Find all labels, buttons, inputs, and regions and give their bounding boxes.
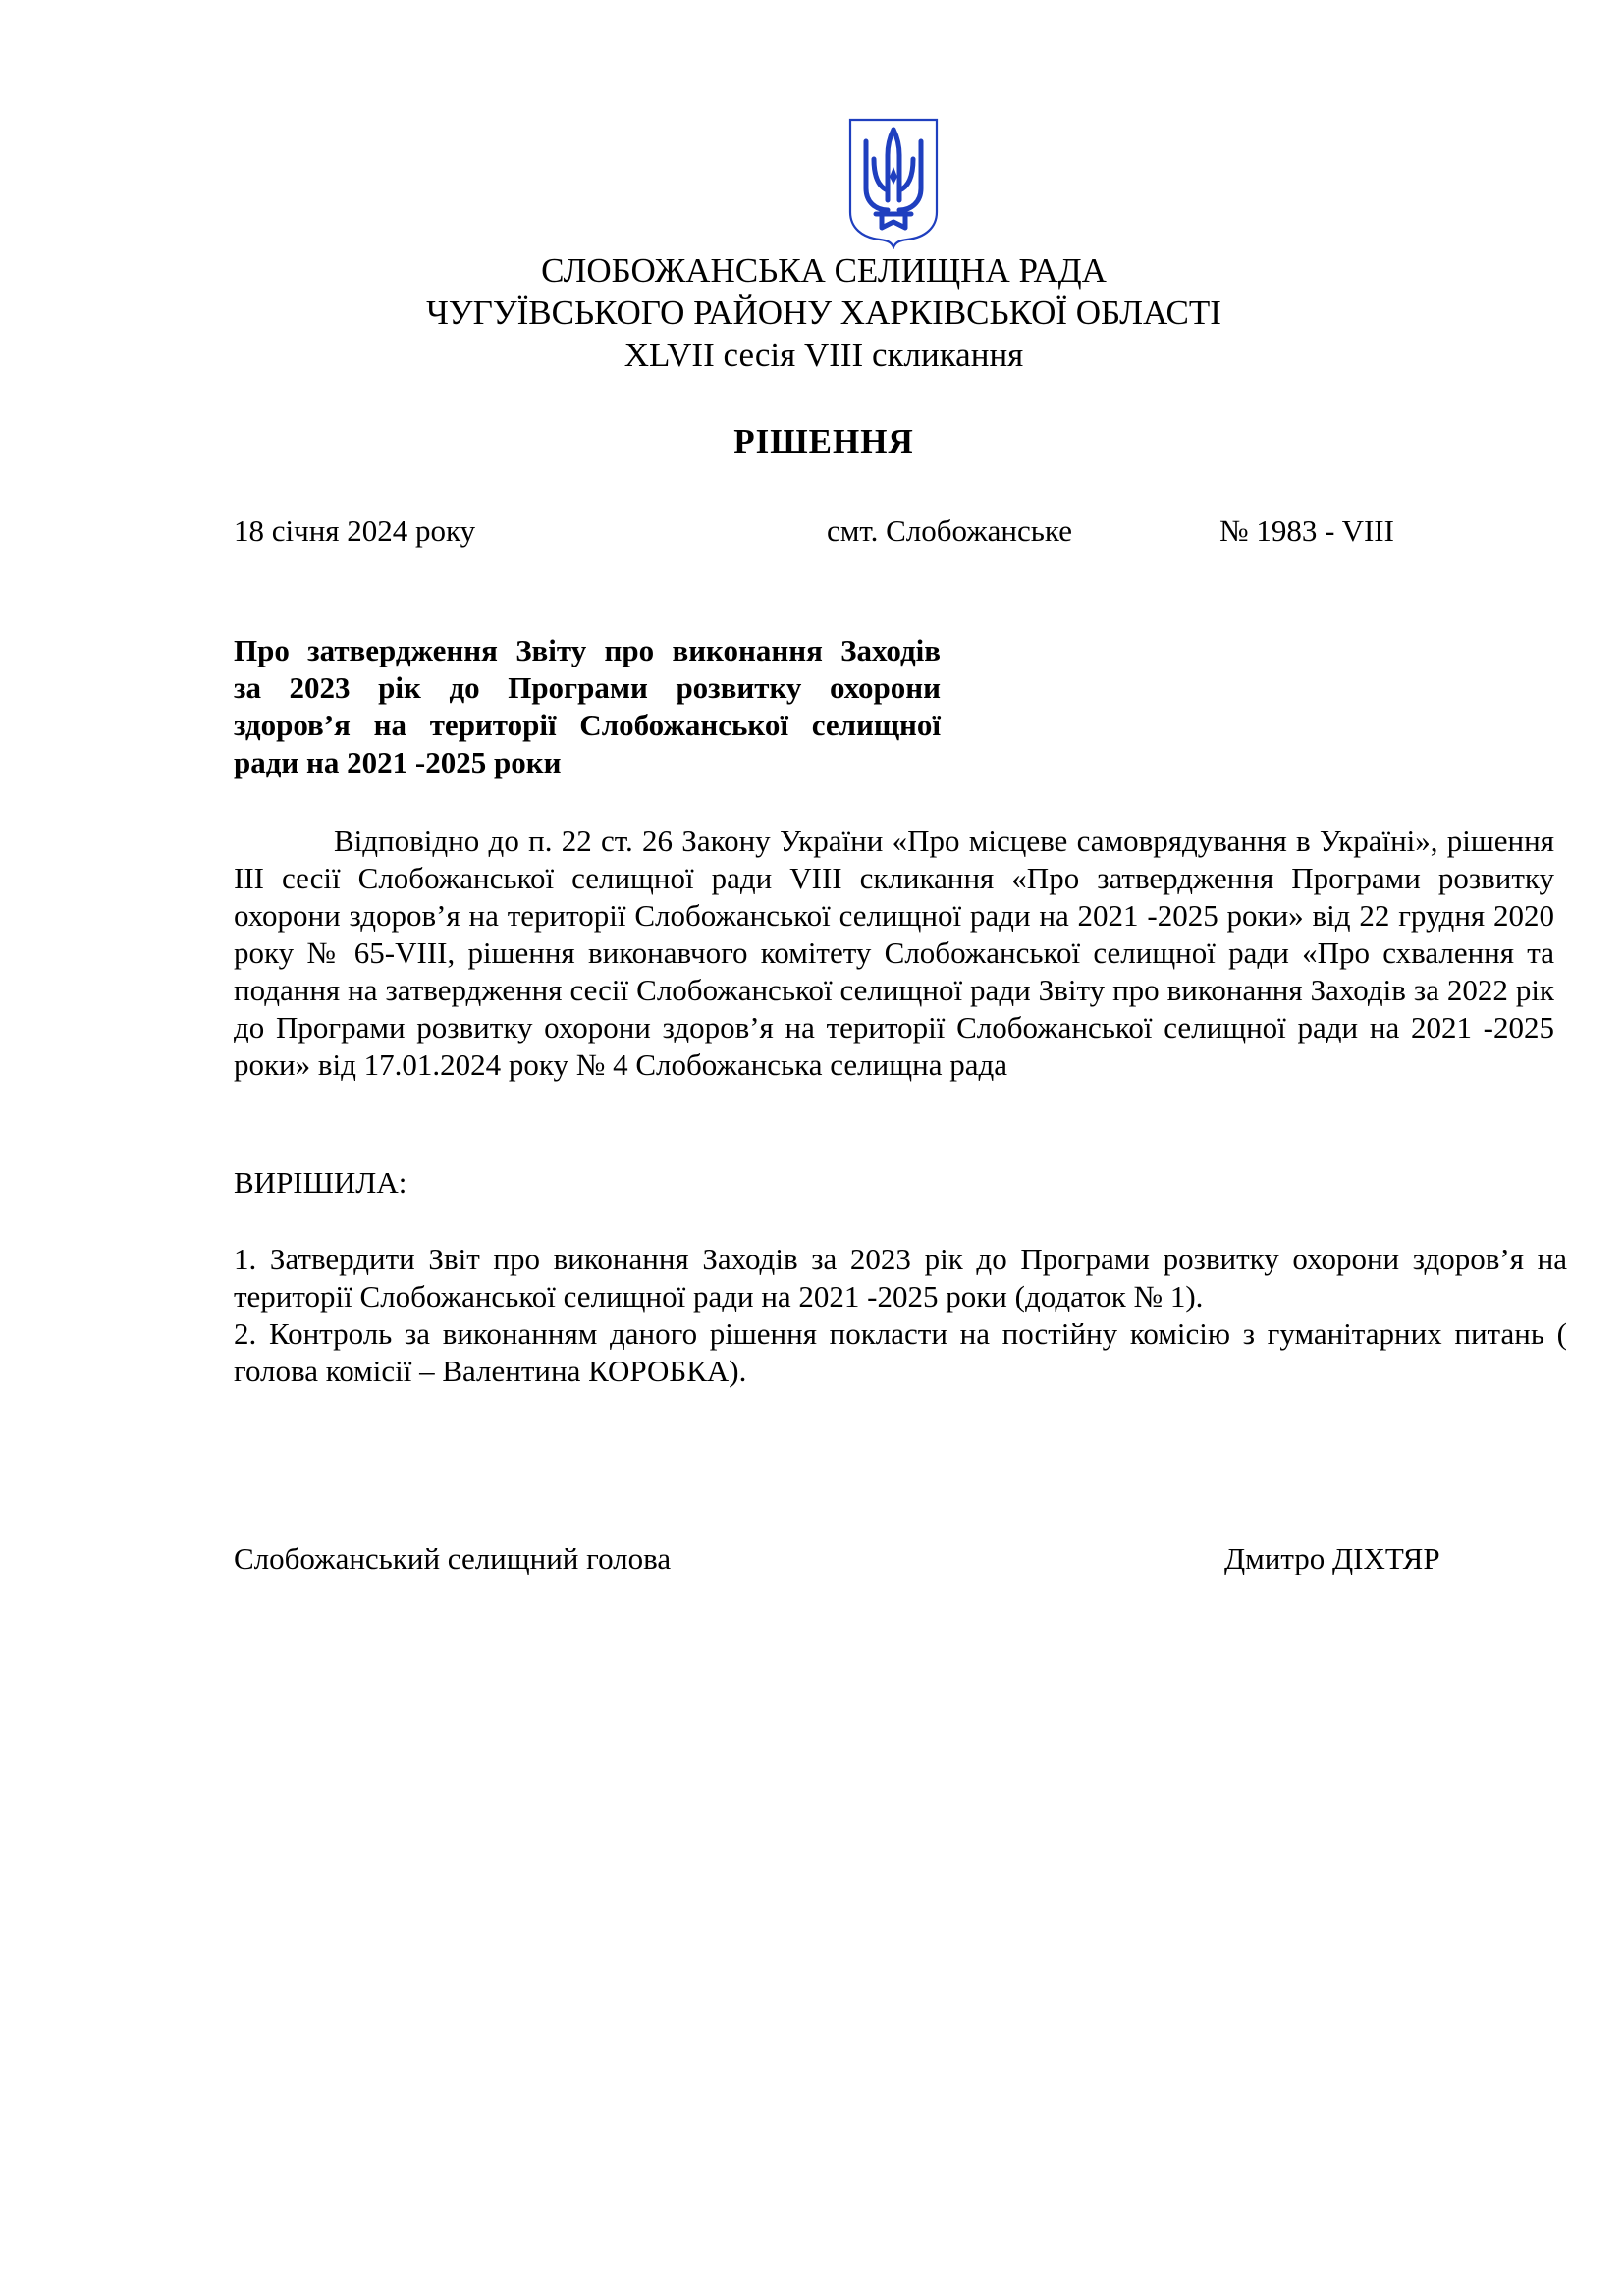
subject-line: за 2023 рік до Програми розвитку охорони — [234, 670, 941, 705]
district-region-line: ЧУГУЇВСЬКОГО РАЙОНУ ХАРКІВСЬКОЇ ОБЛАСТІ — [426, 294, 1221, 332]
decision-number: № 1983 - VIII — [1219, 513, 1394, 548]
signatory-position: Слобожанський селищний голова — [234, 1541, 672, 1575]
decision-place: смт. Слобожанське — [827, 513, 1072, 548]
document-title: РІШЕННЯ — [733, 422, 914, 460]
decision-point-2: 2. Контроль за виконанням даного рішення покласти на постійну комісію з гуманітарних питань ( голова комісії – Валентина КОРОБКА). — [234, 1316, 1567, 1388]
decided-heading: ВИРІШИЛА: — [234, 1165, 407, 1200]
subject-line: здоров’я на території Слобожанської селищної — [234, 708, 941, 742]
signatory-name: Дмитро ДІХТЯР — [1224, 1541, 1440, 1575]
decision-date: 18 січня 2024 року — [234, 513, 476, 548]
decision-point-1: 1. Затвердити Звіт про виконання Заходів за 2023 рік до Програми розвитку охорони здоров’я на території Слобожанської селищної ради на 2021 -2025 роки (додаток № 1). — [234, 1242, 1567, 1313]
decision-subject — [234, 632, 941, 781]
session-line: XLVII сесія VIII скликання — [623, 336, 1024, 374]
council-name-line: СЛОБОЖАНСЬКА СЕЛИЩНА РАДА — [541, 251, 1107, 290]
trident-coat-of-arms-icon — [846, 116, 941, 249]
subject-line: ради на 2021 -2025 роки — [234, 745, 562, 779]
preamble-paragraph: Відповідно до п. 22 ст. 26 Закону України «Про місцеве самоврядування в Україні», рішення ІІІ сесії Слобожанської селищної ради VIII скликання «Про затвердження Програми розвитку охорони здоров’я на території Слобожанської селищної ради на 2021 -2025 роки» від 22 грудня 2020 року № 65-VIII, рішення виконавчого комітету Слобожанської селищної ради «Про схвалення та подання на затвердження сесії Слобожанської селищної ради Звіту про виконання Заходів за 2022 рік до Програми розвитку охорони здоров’я на території Слобожанської селищної ради на 2021 -2025 роки» від 17.01.2024 року № 4 Слобожанська селищна рада — [234, 824, 1554, 1082]
subject-line: Про затвердження Звіту про виконання Заходів — [234, 633, 941, 667]
